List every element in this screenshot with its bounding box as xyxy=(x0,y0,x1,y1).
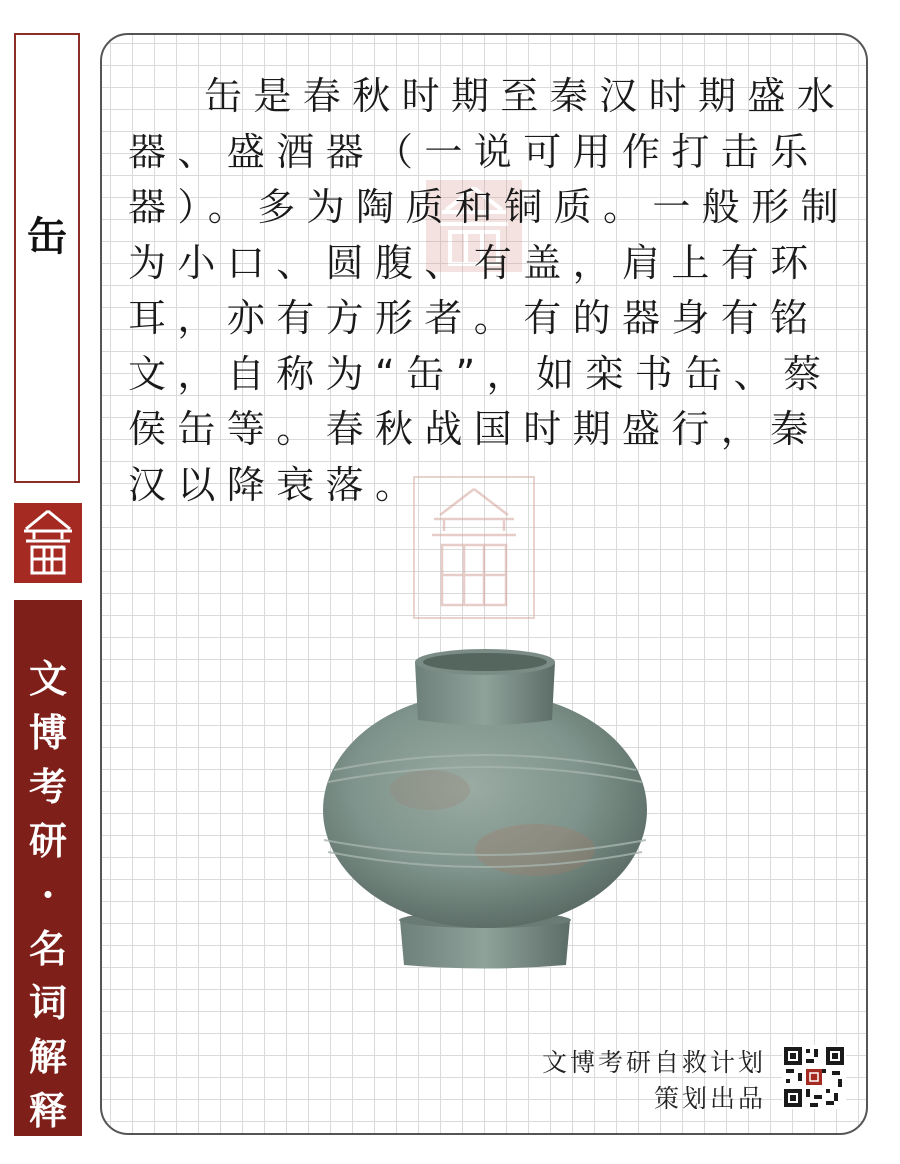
series-char: 考 xyxy=(28,764,67,809)
credit-line: 策划出品 xyxy=(653,1084,766,1113)
series-char: 文 xyxy=(28,656,67,701)
term-title-box xyxy=(14,33,80,483)
series-char: 博 xyxy=(28,710,67,755)
series-char: · xyxy=(41,872,55,917)
term-title: 缶 xyxy=(27,213,67,260)
series-banner xyxy=(14,600,82,1136)
qr-code-icon xyxy=(782,1045,846,1109)
series-char: 研 xyxy=(28,818,67,863)
series-char: 解 xyxy=(28,1034,67,1079)
series-char: 词 xyxy=(28,980,67,1025)
bronze-fou-vessel-image xyxy=(320,620,650,970)
credit-block xyxy=(542,1045,766,1117)
seal-watermark-icon xyxy=(412,475,536,620)
series-char: 名 xyxy=(28,926,67,971)
definition-text: 缶是春秋时期至秦汉时期盛水器、盛酒器（一说可用作打击乐器）。多为陶质和铜质。一般形制为小口、圆腹、有盖，肩上有环耳，亦有方形者。有的器身有铭文，自称为“缶”，如栾书缶、蔡侯缶等。春秋战国时期盛行，秦汉以降衰落。 xyxy=(128,74,851,507)
series-char: 释 xyxy=(28,1088,67,1133)
definition-card xyxy=(100,33,868,1135)
series-title xyxy=(14,652,82,1138)
credit-line: 文博考研自救计划 xyxy=(541,1048,766,1077)
seal-stamp-icon xyxy=(14,503,82,583)
